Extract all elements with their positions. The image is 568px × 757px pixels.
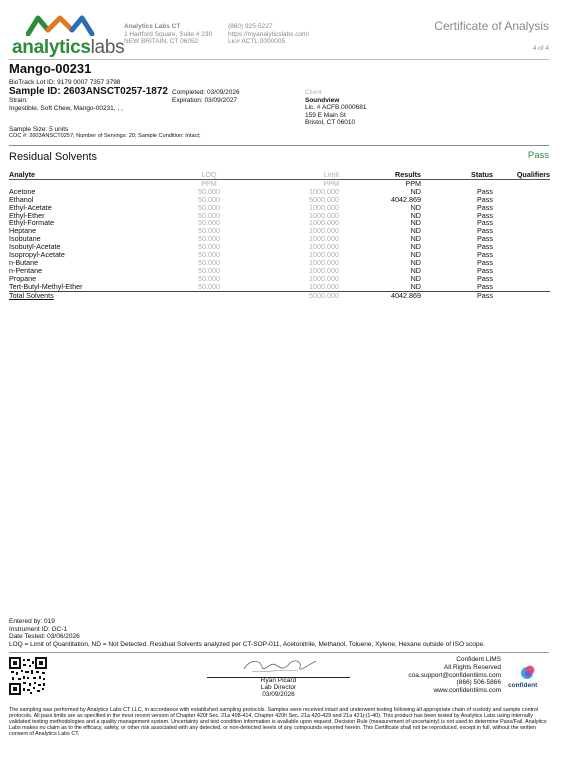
row-status: Pass: [477, 250, 493, 260]
confident-logo-text: confident: [508, 682, 538, 689]
confident-rights: All Rights Reserved: [443, 663, 501, 671]
table-units-row: [9, 179, 550, 187]
row-loq: 50.000: [198, 186, 220, 196]
row-status: Pass: [477, 186, 493, 196]
header-divider: [9, 59, 549, 60]
footer-meta: [9, 618, 485, 648]
row-analyte: Ethyl-Ether: [9, 210, 45, 220]
section-title: Residual Solvents: [9, 151, 98, 163]
row-loq: 50.000: [198, 257, 220, 267]
row-loq: 50.000: [198, 194, 220, 204]
lab-info: [124, 23, 212, 46]
client-license: Lic. # ACFB.0000681: [305, 104, 367, 112]
row-status: Pass: [477, 281, 493, 291]
row-limit: 1000.000: [309, 202, 339, 212]
sample-id: Sample ID: 2603ANSCT0257-1872: [9, 86, 168, 97]
row-analyte: Isobutyl-Acetate: [9, 242, 61, 252]
row-qualifier: [499, 251, 550, 259]
client-address-2: Bristol, CT 06010: [305, 119, 356, 127]
footnote: LOQ = Limit of Quantitation, ND = Not Detected. Residual Solvents analyzed per CT-SOP-011, Acetonitrile, Methanol, Toluene, Xylene, Hexane outside of ISO scope.: [9, 640, 485, 648]
table-row: [9, 251, 550, 259]
row-limit: 1000.000: [309, 226, 339, 236]
table-row: [9, 227, 550, 235]
row-loq: 50.000: [198, 273, 220, 283]
row-qualifier: [499, 219, 550, 227]
row-result: ND: [410, 226, 421, 236]
row-analyte: Tert-Butyl-Methyl-Ether: [9, 281, 83, 291]
row-qualifier: [499, 196, 550, 204]
col-qualifiers: Qualifiers: [499, 171, 550, 179]
row-limit: 5000.000: [309, 194, 339, 204]
row-loq: 50.000: [198, 234, 220, 244]
row-result: ND: [410, 242, 421, 252]
row-qualifier: [499, 227, 550, 235]
section-divider: [9, 145, 549, 146]
confident-web[interactable]: www.confidentlims.com: [433, 687, 501, 695]
total-row: [9, 291, 550, 299]
row-result: ND: [410, 250, 421, 260]
client-address-1: 159 E Main St: [305, 111, 346, 119]
row-analyte: Propane: [9, 273, 37, 283]
completed-date: Completed: 03/09/2026: [172, 89, 240, 96]
row-status: Pass: [477, 210, 493, 220]
total-analyte: Total Solvents: [9, 291, 184, 299]
table-row: [9, 196, 550, 204]
lab-license: Lic# ACTL.0000005: [228, 38, 286, 46]
row-limit: 1000.000: [309, 234, 339, 244]
row-result: ND: [410, 218, 421, 228]
row-limit: 1000.000: [309, 242, 339, 252]
confident-info: [408, 656, 501, 695]
table-row: [9, 235, 550, 243]
row-result: ND: [410, 202, 421, 212]
table-row: [9, 204, 550, 212]
row-limit: 1000.000: [309, 186, 339, 196]
row-loq: 50.000: [198, 226, 220, 236]
row-result: 4042.869: [391, 194, 421, 204]
row-status: Pass: [477, 226, 493, 236]
confident-phone: (866) 506-5866: [456, 679, 501, 687]
row-loq: 50.000: [198, 250, 220, 260]
row-result: ND: [410, 257, 421, 267]
expiration-date: Expiration: 03/09/2027: [172, 97, 238, 104]
row-loq: 50.000: [198, 242, 220, 252]
unit-loq: PPM: [201, 178, 217, 188]
total-loq: [184, 291, 234, 299]
row-status: Pass: [477, 194, 493, 204]
logo-mark-icon: [26, 14, 96, 36]
signer-title: Lab Director: [260, 683, 297, 691]
sample-size: Sample Size: 5 units: [9, 126, 69, 133]
page-indicator: 4 of 4: [532, 45, 549, 52]
table-row: [9, 259, 550, 267]
row-limit: 1000.000: [309, 210, 339, 220]
client-name: Soundview: [305, 96, 340, 104]
row-analyte: n-Pentane: [9, 265, 43, 275]
row-limit: 1000.000: [309, 257, 339, 267]
table-header-row: [9, 171, 550, 179]
row-result: ND: [410, 234, 421, 244]
unit-limit: PPM: [323, 178, 339, 188]
row-loq: 50.000: [198, 210, 220, 220]
lab-website[interactable]: https://myanalyticslabs.com/: [228, 30, 310, 38]
col-status: Status: [421, 171, 499, 179]
row-analyte: Ethyl-Acetate: [9, 202, 52, 212]
row-result: ND: [410, 281, 421, 291]
row-analyte: Isopropyl-Acetate: [9, 250, 65, 260]
lab-name: Analytics Labs CT: [124, 23, 181, 30]
lab-address-1: 1 Hartford Square, Suite # 230: [124, 30, 213, 38]
signer-block: [207, 678, 350, 698]
table-row: [9, 212, 550, 220]
table-row: [9, 267, 550, 275]
col-loq: LOQ: [184, 171, 234, 179]
row-result: ND: [410, 210, 421, 220]
total-result: 4042.869: [339, 291, 421, 299]
table-row: [9, 283, 550, 291]
row-qualifier: [499, 235, 550, 243]
strain-label: Strain:: [9, 97, 28, 104]
row-analyte: Heptane: [9, 226, 37, 236]
row-status: Pass: [477, 242, 493, 252]
table-row: [9, 219, 550, 227]
table-row: [9, 243, 550, 251]
section-status: Pass: [527, 150, 549, 161]
row-analyte: Ethyl-Formate: [9, 218, 55, 228]
row-qualifier: [499, 204, 550, 212]
row-loq: 50.000: [198, 202, 220, 212]
entered-by: Entered by: 019: [9, 618, 55, 625]
row-qualifier: [499, 275, 550, 283]
row-qualifier: [499, 259, 550, 267]
confident-email[interactable]: coa.support@confidentlims.com: [408, 671, 501, 679]
row-limit: 1000.000: [309, 250, 339, 260]
row-qualifier: [499, 212, 550, 220]
coc-line: COC #: 2603ANSCT0257; Number of Servings: 20; Sample Condition: Intact;: [9, 133, 201, 139]
row-qualifier: [499, 267, 550, 275]
footer-divider: [9, 652, 549, 653]
client-label: Client: [305, 89, 322, 96]
table-row: [9, 188, 550, 196]
total-status: Pass: [421, 291, 499, 299]
row-loq: 50.000: [198, 265, 220, 275]
row-result: ND: [410, 273, 421, 283]
client-info: [305, 89, 366, 127]
row-limit: 1000.000: [309, 273, 339, 283]
col-results: Results: [339, 171, 421, 179]
row-limit: 1000.000: [309, 281, 339, 291]
signature-icon: [240, 655, 320, 677]
sign-date: 03/09/2026: [262, 690, 295, 698]
qr-code-icon[interactable]: [9, 657, 47, 695]
row-loq: 50.000: [198, 218, 220, 228]
row-analyte: Ethanol: [9, 194, 34, 204]
row-qualifier: [499, 188, 550, 196]
row-limit: 1000.000: [309, 218, 339, 228]
row-status: Pass: [477, 234, 493, 244]
instrument-id: Instrument ID: GC-1: [9, 625, 68, 633]
results-table: [9, 171, 550, 300]
col-analyte: Analyte: [9, 171, 184, 179]
signer-name: Ryan Picard: [260, 677, 297, 684]
row-loq: 50.000: [198, 281, 220, 291]
confident-name: Confident LIMS: [456, 656, 501, 663]
row-qualifier: [499, 283, 550, 291]
row-status: Pass: [477, 257, 493, 267]
confident-drop-icon: [519, 663, 537, 681]
company-logo: [12, 14, 125, 59]
row-limit: 1000.000: [309, 265, 339, 275]
lab-contact: [228, 23, 309, 46]
row-analyte: n-Butane: [9, 257, 39, 267]
total-limit: 5000.000: [234, 291, 339, 299]
disclaimer: The sampling was performed by Analytics Labs CT LLC, in accordance with established sampling protocols. Samples were received intact and underwent testing following all appropriate chain of custody and sample control protocols. All pass limits are as specified in the most recent version of Chapter 420f Sec. 21a 408-414, Chapter 420h Sec. 21a 420-429 and 21a 421j-(1-40). This product has been tested by Analytics Labs using internally validated testing methodologies and a quality management system. Uncertainty and test condition information is available upon request. Decision Rule (measurement of uncertainty) is not used to determine Pass/Fail. Analytics Labs makes no claim as to the efficacy, safety, or other risk associated with any detected, or non-detected levels of any compounds reported herein. This Certificate shall not be reproduced, except in full, without the written consent of Analytics Labs CT.: [9, 707, 547, 737]
row-status: Pass: [477, 218, 493, 228]
biotrack-lot: BioTrack Lot ID: 9179 0007 7357 3798: [9, 79, 121, 86]
confident-logo: [508, 663, 548, 691]
row-qualifier: [499, 243, 550, 251]
lab-phone: (860) 925-5227: [228, 23, 273, 30]
date-tested: Date Tested: 03/06/2026: [9, 633, 80, 641]
lab-address-2: NEW BRITAIN, CT 06052: [124, 38, 199, 46]
logo-wordmark: analyticslabs: [12, 37, 125, 58]
strain-value: Ingestible, Soft Chew, Mango-00231, , ,: [9, 105, 123, 112]
row-analyte: Acetone: [9, 186, 36, 196]
row-status: Pass: [477, 265, 493, 275]
unit-results: PPM: [405, 178, 421, 188]
table-row: [9, 275, 550, 283]
col-limit: Limit: [234, 171, 339, 179]
row-status: Pass: [477, 202, 493, 212]
doc-title: Certificate of Analysis: [434, 19, 549, 33]
row-analyte: Isobutane: [9, 234, 41, 244]
product-name: Mango-00231: [9, 61, 92, 76]
row-status: Pass: [477, 273, 493, 283]
row-result: ND: [410, 265, 421, 275]
row-result: ND: [410, 186, 421, 196]
